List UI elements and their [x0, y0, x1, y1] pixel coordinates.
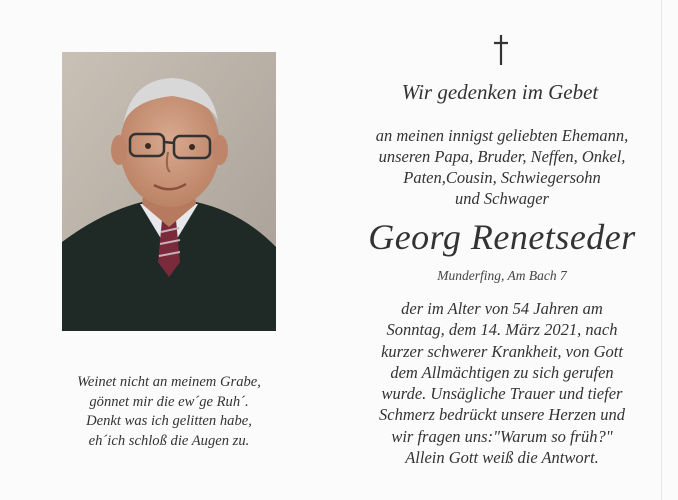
latin-cross-icon	[492, 34, 510, 66]
poem-line: eh´ich schloß die Augen zu.	[88, 432, 250, 449]
portrait-photo	[62, 52, 276, 331]
notice-line: wurde. Unsägliche Trauer und tiefer	[381, 384, 623, 404]
dedication-line: Paten,Cousin, Schwiegersohn	[403, 168, 601, 187]
heading: Wir gedenken im Gebet	[401, 80, 599, 104]
poem-line: Weinet nicht an meinem Grabe,	[77, 374, 261, 390]
notice-line: Allein Gott weiß die Antwort.	[405, 448, 599, 468]
notice-line: dem Allmächtigen zu sich gerufen	[390, 362, 614, 382]
address: Munderfing, Am Bach 7	[437, 268, 567, 283]
dedication	[330, 125, 674, 209]
notice-line: wir fragen uns:"Warum so früh?"	[391, 426, 613, 446]
dedication-line: und Schwager	[455, 189, 549, 208]
poem-line: Denkt was ich gelitten habe,	[86, 413, 252, 429]
notice-line: Schmerz bedrückt unsere Herzen und	[379, 405, 625, 425]
notice-line: Sonntag, dem 14. März 2021, nach	[386, 320, 618, 340]
dedication-line: unseren Papa, Bruder, Neffen, Onkel,	[378, 147, 626, 166]
notice-line: kurzer schwerer Krankheit, von Gott	[381, 341, 623, 361]
poem-line: gönnet mir die ew´ge Ruh´.	[89, 393, 249, 410]
poem	[40, 373, 298, 451]
death-notice	[330, 298, 674, 468]
deceased-name: Georg Renetseder	[368, 217, 636, 257]
notice-line: der im Alter von 54 Jahren am	[401, 299, 603, 318]
dedication-line: an meinen innigst geliebten Ehemann,	[375, 126, 629, 145]
